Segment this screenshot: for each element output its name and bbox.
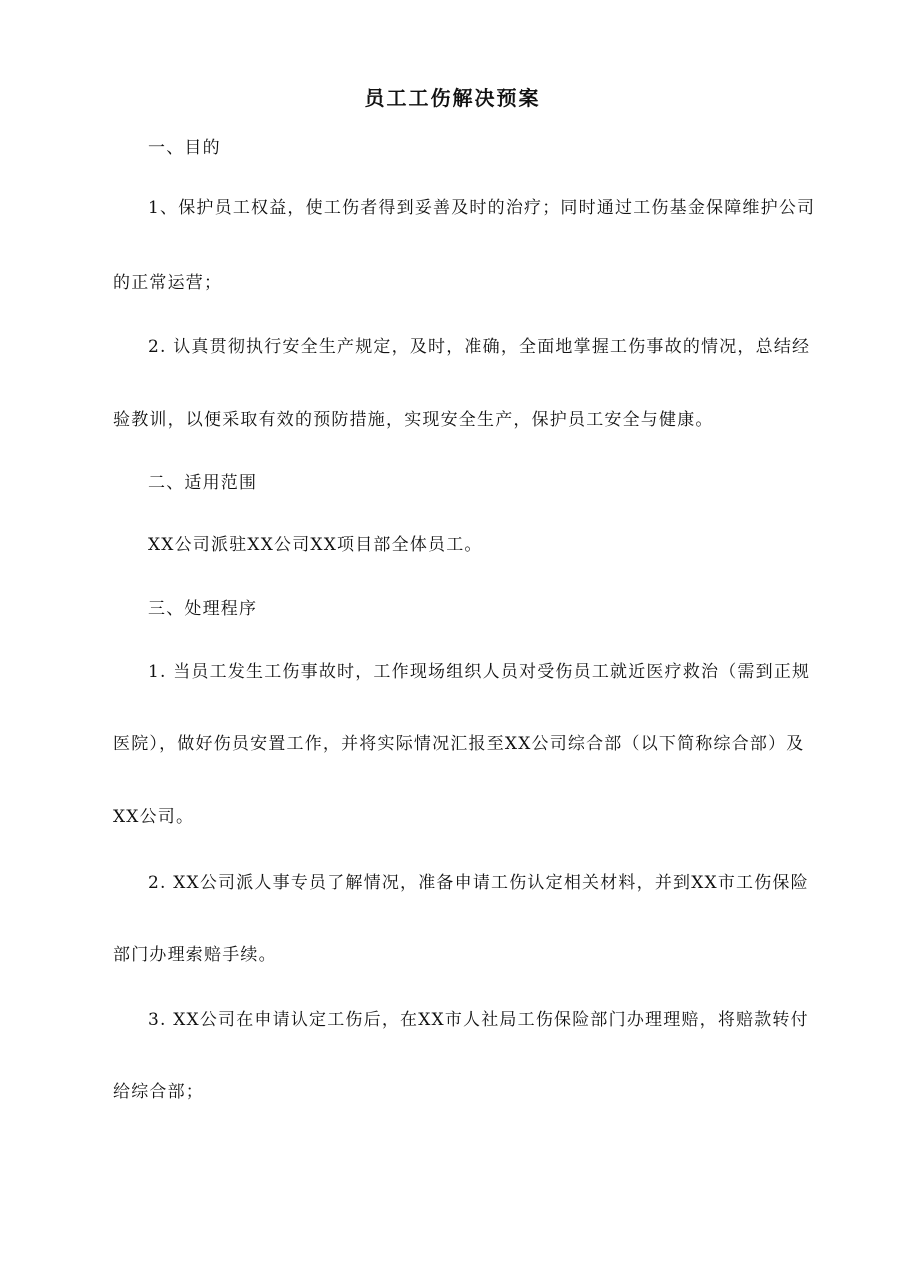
paragraph-line: 的正常运营； bbox=[113, 273, 223, 293]
section-heading-procedure: 三、处理程序 bbox=[148, 599, 258, 619]
paragraph-line: XX公司派驻XX公司XX项目部全体员工。 bbox=[148, 535, 483, 555]
section-heading-scope: 二、适用范围 bbox=[148, 473, 258, 493]
paragraph-line: 2. XX公司派人事专员了解情况，准备申请工伤认定相关材料，并到XX市工伤保险 bbox=[148, 873, 809, 893]
paragraph-line: 1. 当员工发生工伤事故时，工作现场组织人员对受伤员工就近医疗救治（需到正规 bbox=[148, 662, 811, 682]
section-heading-purpose: 一、目的 bbox=[148, 138, 221, 158]
paragraph-line: 部门办理索赔手续。 bbox=[113, 945, 277, 965]
document-title: 员工工伤解决预案 bbox=[364, 86, 541, 110]
paragraph-line: 给综合部； bbox=[113, 1082, 204, 1102]
paragraph-line: 医院），做好伤员安置工作，并将实际情况汇报至XX公司综合部（以下简称综合部）及 bbox=[113, 734, 805, 754]
paragraph-line: 3. XX公司在申请认定工伤后，在XX市人社局工伤保险部门办理理赔，将赔款转付 bbox=[148, 1010, 809, 1030]
paragraph-line: XX公司。 bbox=[113, 807, 195, 827]
paragraph-line: 验教训，以便采取有效的预防措施，实现安全生产，保护员工安全与健康。 bbox=[113, 410, 714, 430]
paragraph-line: 2. 认真贯彻执行安全生产规定，及时，准确，全面地掌握工伤事故的情况，总结经 bbox=[148, 337, 811, 357]
paragraph-line: 1、保护员工权益，使工伤者得到妥善及时的治疗；同时通过工伤基金保障维护公司 bbox=[148, 198, 816, 218]
